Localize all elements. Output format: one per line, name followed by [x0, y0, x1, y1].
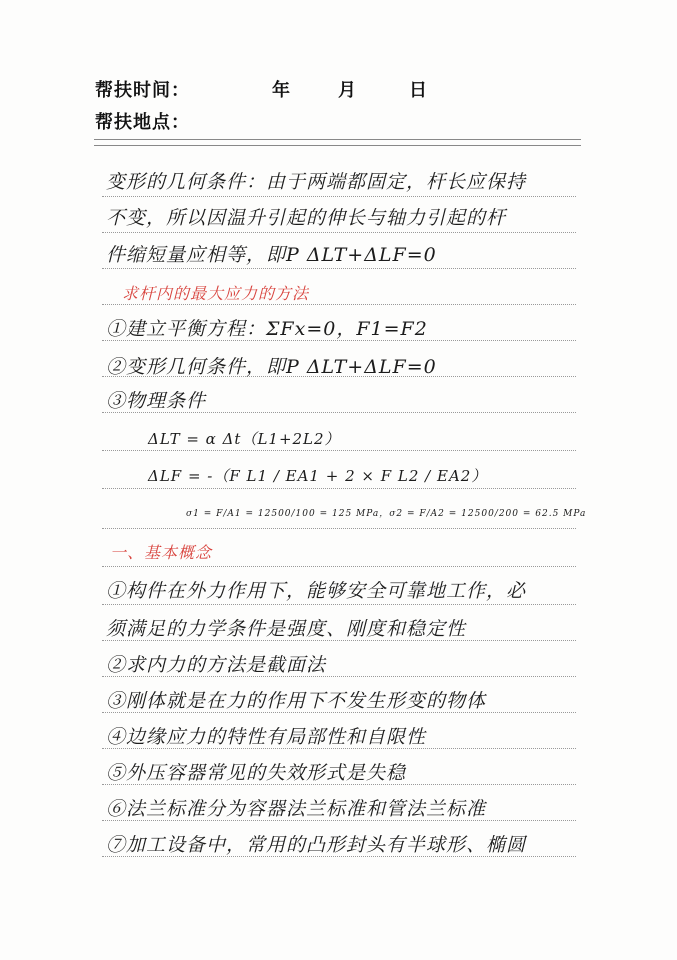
- writing-line: [102, 450, 576, 451]
- note-line-physical: ③物理条件: [106, 390, 207, 412]
- note-formula-stress: σ1 = F/A1 = 12500/100 = 125 MPa，σ2 = F/A2 = 12500/200 = 62.5 MPa: [186, 509, 587, 519]
- year-label: 年: [272, 80, 291, 101]
- writing-line: [102, 232, 576, 233]
- note-concept-7: ⑦加工设备中，常用的凸形封头有半球形、椭圆: [106, 834, 527, 856]
- writing-line: [102, 268, 576, 269]
- note-formula-force: ΔLF = -（F L1 / EA1 + 2 × F L2 / EA2）: [148, 467, 488, 485]
- note-formula-thermal: ΔLT = α Δt（L1+2L2）: [148, 430, 341, 448]
- note-line-equilibrium: ①建立平衡方程：ΣFx=0，F1=F2: [106, 318, 428, 340]
- note-line-geometric: ②变形几何条件，即P ΔLT+ΔLF=0: [106, 356, 437, 378]
- note-concept-5: ⑤外压容器常见的失效形式是失稳: [106, 762, 407, 784]
- note-concept-3: ③刚体就是在力的作用下不发生形变的物体: [106, 690, 487, 712]
- note-line-2: 不变，所以因温升引起的伸长与轴力引起的杆: [106, 207, 507, 229]
- writing-line: [102, 196, 576, 197]
- month-label: 月: [338, 80, 357, 101]
- help-place-label: 帮扶地点：: [95, 112, 190, 133]
- note-concept-2: ②求内力的方法是截面法: [106, 654, 327, 676]
- writing-line: [102, 528, 576, 529]
- day-label: 日: [409, 80, 428, 101]
- note-heading-basic-concepts: 一、基本概念: [110, 543, 213, 562]
- note-heading-max-stress: 求杆内的最大应力的方法: [122, 284, 310, 303]
- header-divider-top: [94, 139, 581, 140]
- note-concept-6: ⑥法兰标准分为容器法兰标准和管法兰标准: [106, 798, 487, 820]
- note-concept-1b: 须满足的力学条件是强度、刚度和稳定性: [106, 618, 467, 640]
- writing-line: [102, 488, 576, 489]
- note-concept-4: ④边缘应力的特性有局部性和自限性: [106, 726, 427, 748]
- writing-line: [102, 566, 576, 567]
- note-line-1: 变形的几何条件：由于两端都固定，杆长应保持: [106, 171, 527, 193]
- header-divider-bottom: [94, 145, 581, 146]
- note-line-3: 件缩短量应相等，即P ΔLT+ΔLF=0: [106, 244, 437, 266]
- writing-line: [102, 304, 576, 305]
- note-concept-1a: ①构件在外力作用下，能够安全可靠地工作，必: [106, 580, 527, 602]
- help-time-label: 帮扶时间：: [95, 80, 190, 101]
- writing-line: [102, 604, 576, 605]
